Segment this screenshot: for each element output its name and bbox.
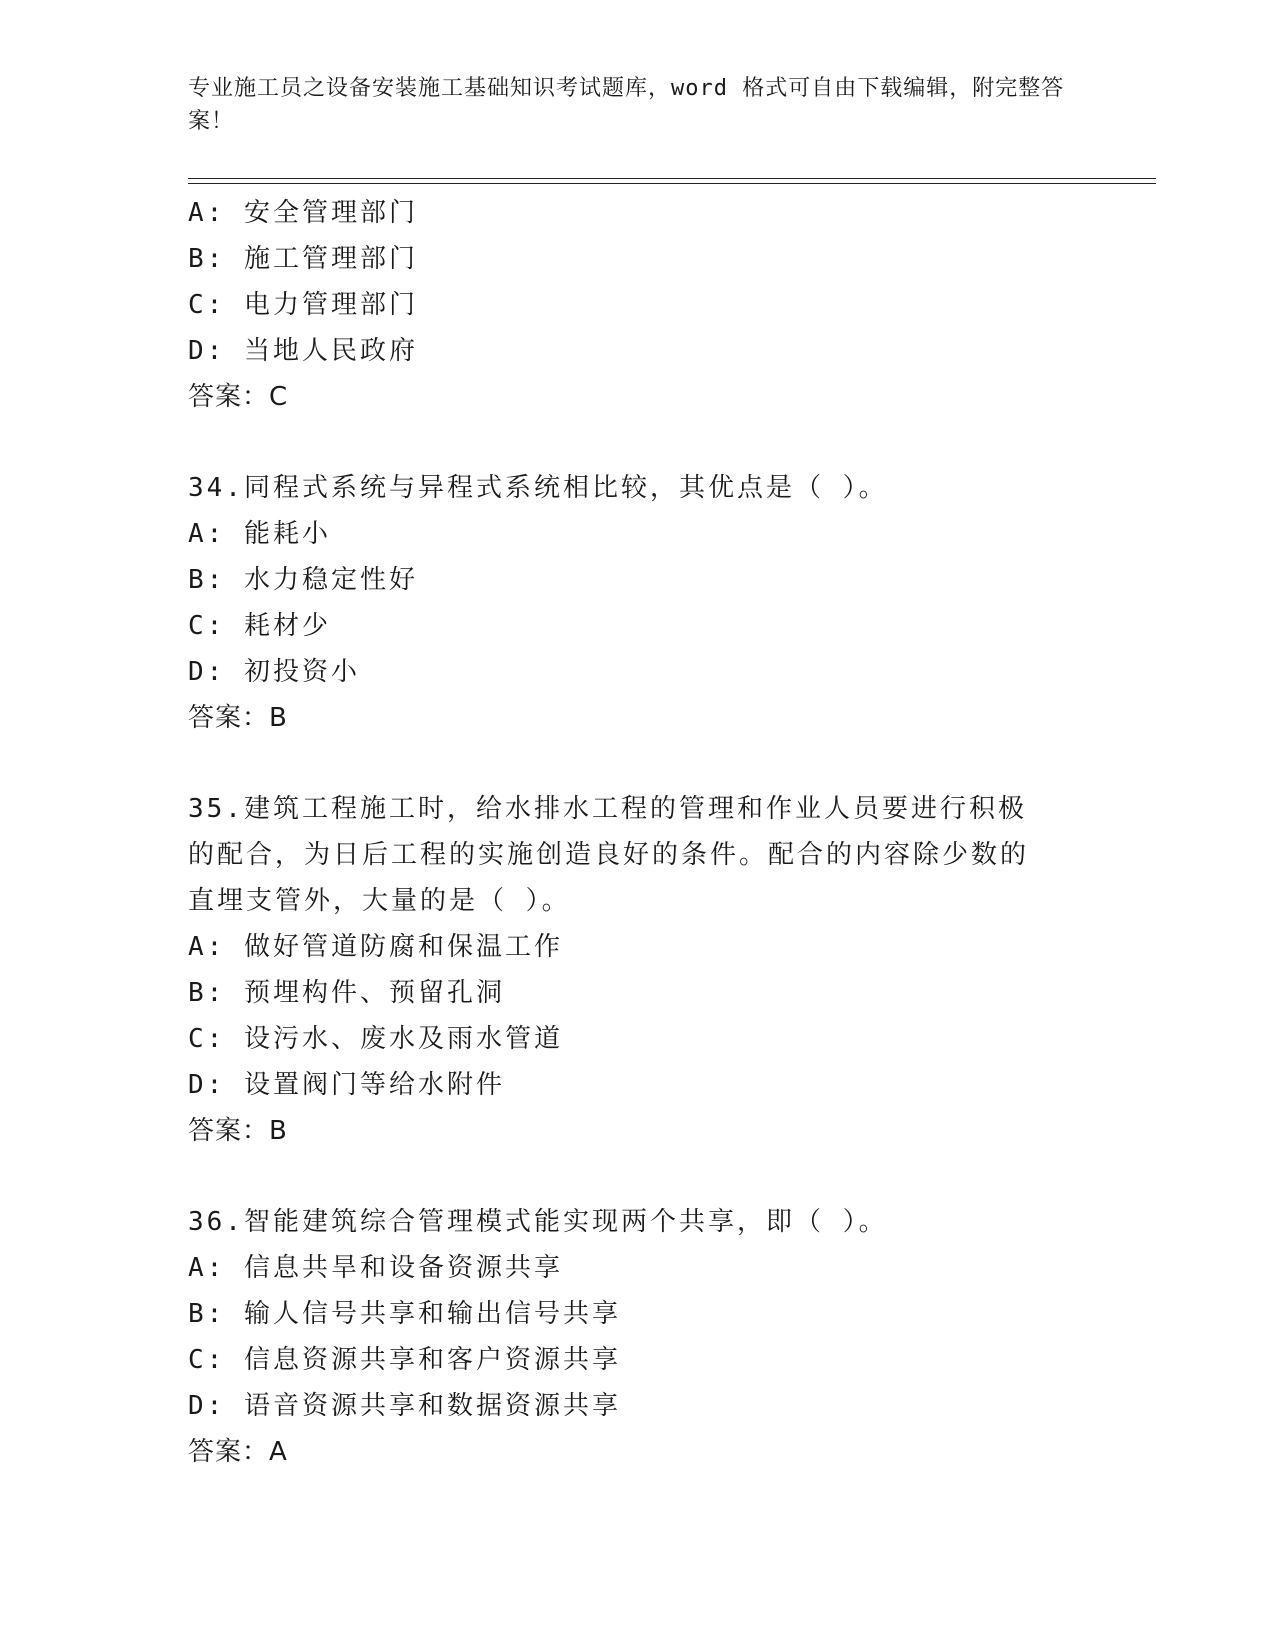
question-item — [188, 465, 1088, 741]
option-a: A: 安全管理部门 — [188, 198, 418, 228]
answer-line: 答案：A — [188, 1437, 288, 1467]
question-list — [188, 190, 1088, 1475]
option-b: B: 预埋构件、预留孔洞 — [188, 978, 505, 1008]
option-c: C: 电力管理部门 — [188, 290, 418, 320]
question-item — [188, 1199, 1088, 1475]
option-a: A: 做好管道防腐和保温工作 — [188, 932, 563, 962]
option-c: C: 设污水、废水及雨水管道 — [188, 1024, 563, 1054]
option-c: C: 耗材少 — [188, 611, 331, 641]
question-stem: 34.同程式系统与异程式系统相比较，其优点是（ ）。 — [188, 473, 888, 503]
option-d: D: 当地人民政府 — [188, 336, 418, 366]
option-d: D: 初投资小 — [188, 657, 360, 687]
answer-line: 答案：B — [188, 1116, 288, 1146]
question-stem: 35.建筑工程施工时，给水排水工程的管理和作业人员要进行积极的配合，为日后工程的实施创造良好的条件。配合的内容除少数的直埋支管外，大量的是（ ）。 — [188, 794, 1030, 916]
question-item — [188, 786, 1088, 1154]
option-b: B: 施工管理部门 — [188, 244, 418, 274]
option-a: A: 能耗小 — [188, 519, 331, 549]
header-divider-top — [188, 178, 1156, 179]
option-d: D: 设置阀门等给水附件 — [188, 1070, 505, 1100]
option-b: B: 输人信号共享和输出信号共享 — [188, 1299, 621, 1329]
answer-line: 答案：C — [188, 382, 289, 412]
question-item — [188, 190, 1088, 420]
option-c: C: 信息资源共享和客户资源共享 — [188, 1345, 621, 1375]
answer-line: 答案：B — [188, 703, 288, 733]
document-intro: 专业施工员之设备安装施工基础知识考试题库，word 格式可自由下载编辑，附完整答案！ — [188, 76, 1065, 134]
option-d: D: 语音资源共享和数据资源共享 — [188, 1391, 621, 1421]
header-divider-bottom — [188, 183, 1156, 184]
option-b: B: 水力稳定性好 — [188, 565, 418, 595]
question-stem: 36.智能建筑综合管理模式能实现两个共享，即（ ）。 — [188, 1207, 888, 1237]
option-a: A: 信息共旱和设备资源共享 — [188, 1253, 563, 1283]
